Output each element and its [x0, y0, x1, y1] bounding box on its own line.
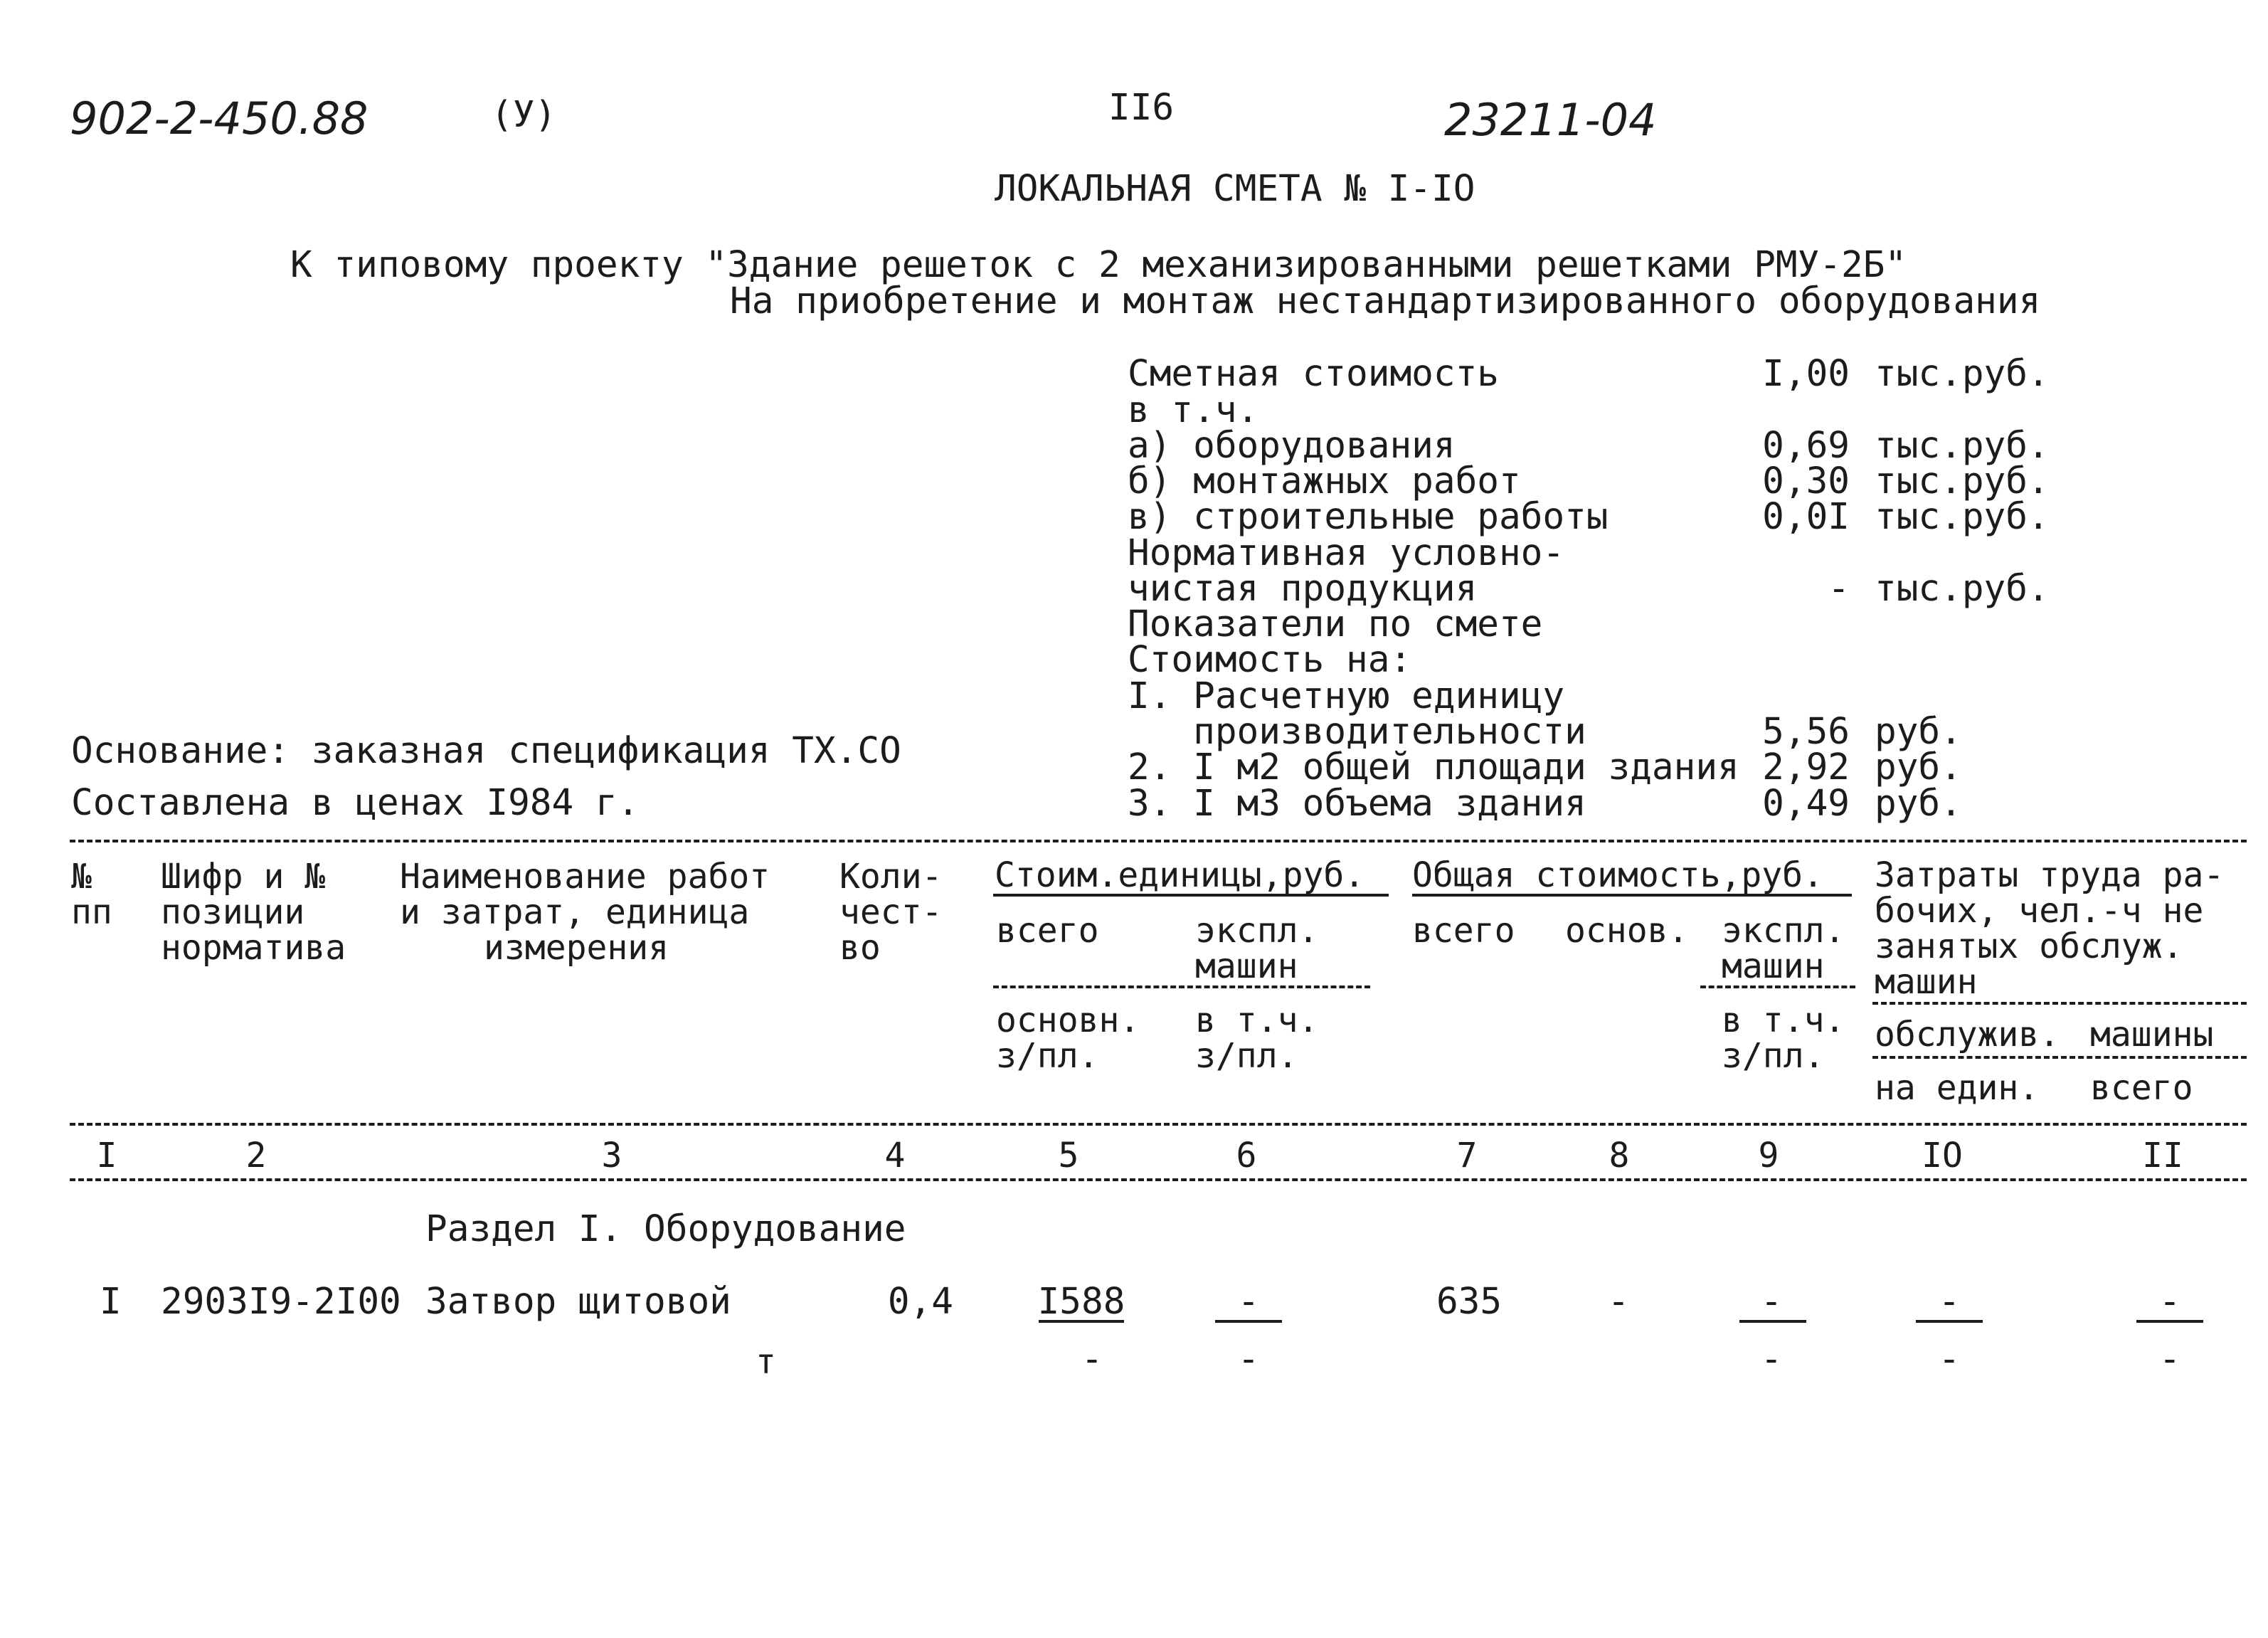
- summary-label: Сметная стоимость: [1128, 353, 1499, 395]
- labor-header: Затраты труда ра-: [1875, 855, 2225, 895]
- labor-service-header: обслужив.: [1875, 1015, 2060, 1055]
- unit-mach-wage-header: з/пл.: [1195, 1036, 1298, 1076]
- summary-label: а) оборудования: [1128, 425, 1456, 467]
- col2-header: Шифр и №: [161, 857, 326, 897]
- row-unit-mach-wage: -: [1237, 1338, 1260, 1380]
- summary-unit: тыс.руб.: [1875, 425, 2050, 467]
- row-total-mach-underline: [1739, 1320, 1806, 1323]
- labor-total-header: всего: [2090, 1068, 2193, 1108]
- col2-header: норматива: [161, 928, 346, 968]
- summary-value: -: [1828, 568, 1850, 610]
- summary-label: в т.ч.: [1128, 389, 1259, 431]
- labor-header: занятых обслуж.: [1875, 926, 2183, 966]
- row-labor-unit: -: [1938, 1281, 1961, 1323]
- summary-label: чистая продукция: [1128, 568, 1478, 610]
- row-quantity: 0,4: [887, 1281, 953, 1323]
- row-unit-cost-underline: [1039, 1320, 1124, 1323]
- subtitle-project: К типовому проекту "Здание решеток с 2 механизированными решетками РМУ-2Б": [290, 244, 1907, 286]
- column-number: 3: [601, 1136, 622, 1175]
- unit-mach-wage-header: в т.ч.: [1195, 1000, 1319, 1040]
- summary-value: 0,30: [1762, 460, 1850, 502]
- summary-value: 0,0I: [1762, 496, 1850, 538]
- col3-header: Наименование работ: [400, 857, 770, 897]
- row-total: 635: [1436, 1281, 1503, 1323]
- header-top-rule: [70, 840, 2247, 842]
- total-mach-header: экспл.: [1722, 911, 1845, 951]
- col1-header: №: [71, 857, 92, 897]
- header-bottom-rule: [70, 1123, 2247, 1126]
- summary-unit: руб.: [1875, 746, 1962, 788]
- total-mach-wage-header: в т.ч.: [1722, 1000, 1845, 1040]
- labor-sub-rule-2: [1872, 1056, 2247, 1059]
- column-number: 9: [1758, 1136, 1779, 1175]
- summary-label: Стоимость на:: [1128, 639, 1412, 681]
- unit-mach-header: машин: [1195, 946, 1298, 986]
- row-labor-total-2: -: [2158, 1338, 2181, 1380]
- subtitle-purpose: На приобретение и монтаж нестандартизированного оборудования: [730, 280, 2041, 322]
- row-labor-unit-2: -: [1938, 1338, 1961, 1380]
- total-cost-underline: [1412, 894, 1852, 897]
- unit-wage-header: основн.: [996, 1000, 1140, 1040]
- row-total-mach-wage: -: [1760, 1338, 1783, 1380]
- labor-per-unit-header: на един.: [1875, 1068, 2040, 1108]
- row-unit-wage: -: [1081, 1338, 1103, 1380]
- total-osnov-header: основ.: [1565, 911, 1689, 951]
- page-title: ЛОКАЛЬНАЯ СМЕТА № I-IO: [995, 168, 1475, 210]
- unit-total-header: всего: [996, 911, 1099, 951]
- summary-unit: тыс.руб.: [1875, 568, 2050, 610]
- row-labor-unit-underline: [1916, 1320, 1983, 1323]
- document-mark: (У): [491, 94, 557, 136]
- column-numbers-rule: [70, 1178, 2247, 1181]
- summary-unit: тыс.руб.: [1875, 353, 2050, 395]
- col3-header: и затрат, единица: [400, 892, 750, 932]
- total-mach-wage-header: з/пл.: [1722, 1036, 1825, 1076]
- column-number: II: [2142, 1136, 2183, 1175]
- column-number: 6: [1236, 1136, 1257, 1175]
- column-number: IO: [1922, 1136, 1963, 1175]
- summary-label: I. Расчетную единицу: [1128, 675, 1565, 717]
- summary-unit: руб.: [1875, 711, 1962, 753]
- row-labor-total: -: [2158, 1281, 2181, 1323]
- summary-unit: тыс.руб.: [1875, 460, 2050, 502]
- summary-value: 0,69: [1762, 425, 1850, 467]
- unit-cost-underline: [993, 894, 1389, 897]
- row-code: 2903I9-2I00: [161, 1281, 401, 1323]
- summary-value: 2,92: [1762, 746, 1850, 788]
- labor-header: машин: [1875, 962, 1978, 1002]
- summary-label: в) строительные работы: [1128, 496, 1609, 538]
- inventory-number: 23211-04: [1444, 94, 1657, 146]
- total-cost-header: Общая стоимость,руб.: [1412, 855, 1823, 895]
- col3-header: измерения: [484, 928, 669, 968]
- summary-value: 0,49: [1762, 783, 1850, 825]
- column-number: 4: [884, 1136, 906, 1175]
- summary-label: Нормативная условно-: [1128, 532, 1565, 574]
- summary-value: I,00: [1762, 353, 1850, 395]
- row-labor-total-underline: [2136, 1320, 2203, 1323]
- total-mach-header: машин: [1722, 946, 1825, 986]
- unit-wage-header: з/пл.: [996, 1036, 1099, 1076]
- column-number: 7: [1456, 1136, 1478, 1175]
- col1-header: пп: [71, 892, 112, 932]
- column-number: 5: [1058, 1136, 1079, 1175]
- col4-header: Коли-: [839, 857, 943, 897]
- col2-header: позиции: [161, 892, 305, 932]
- row-unit-mach-underline: [1215, 1320, 1282, 1323]
- summary-label: 3. I м3 объема здания: [1128, 783, 1586, 825]
- summary-unit: тыс.руб.: [1875, 496, 2050, 538]
- row-name: Затвор щитовой: [425, 1281, 731, 1323]
- page-number: II6: [1108, 87, 1175, 129]
- document-code: 902-2-450.88: [70, 93, 369, 144]
- labor-header: бочих, чел.-ч не: [1875, 891, 2204, 931]
- column-number: I: [96, 1136, 117, 1175]
- row-number: I: [100, 1281, 122, 1323]
- summary-value: 5,56: [1762, 711, 1850, 753]
- unit-mach-header: экспл.: [1195, 911, 1319, 951]
- total-mach-sub-rule: [1700, 986, 1855, 988]
- section-title: Раздел I. Оборудование: [425, 1208, 906, 1250]
- summary-label: 2. I м2 общей площади здания: [1128, 746, 1739, 788]
- basis-text: Основание: заказная спецификация ТХ.СО: [71, 730, 901, 772]
- summary-label: производительности: [1128, 711, 1586, 753]
- summary-label: Показатели по смете: [1128, 603, 1543, 645]
- col4-header: во: [839, 928, 881, 968]
- row-total-mach: -: [1760, 1281, 1783, 1323]
- labor-machines-header: машины: [2090, 1015, 2214, 1055]
- column-number: 2: [245, 1136, 267, 1175]
- total-header: всего: [1412, 911, 1515, 951]
- labor-sub-rule: [1872, 1002, 2247, 1005]
- row-unit-cost: I588: [1037, 1281, 1125, 1323]
- prices-text: Составлена в ценах I984 г.: [71, 782, 640, 824]
- summary-label: б) монтажных работ: [1128, 460, 1521, 502]
- unit-cost-header: Стоим.единицы,руб.: [995, 855, 1365, 895]
- column-number: 8: [1609, 1136, 1630, 1175]
- summary-unit: руб.: [1875, 783, 1962, 825]
- row-unit-mach: -: [1237, 1281, 1260, 1323]
- row-unit: т: [756, 1342, 776, 1382]
- unit-cost-sub-rule: [993, 986, 1370, 988]
- row-total-osnov: -: [1607, 1281, 1630, 1323]
- col4-header: чест-: [839, 892, 943, 932]
